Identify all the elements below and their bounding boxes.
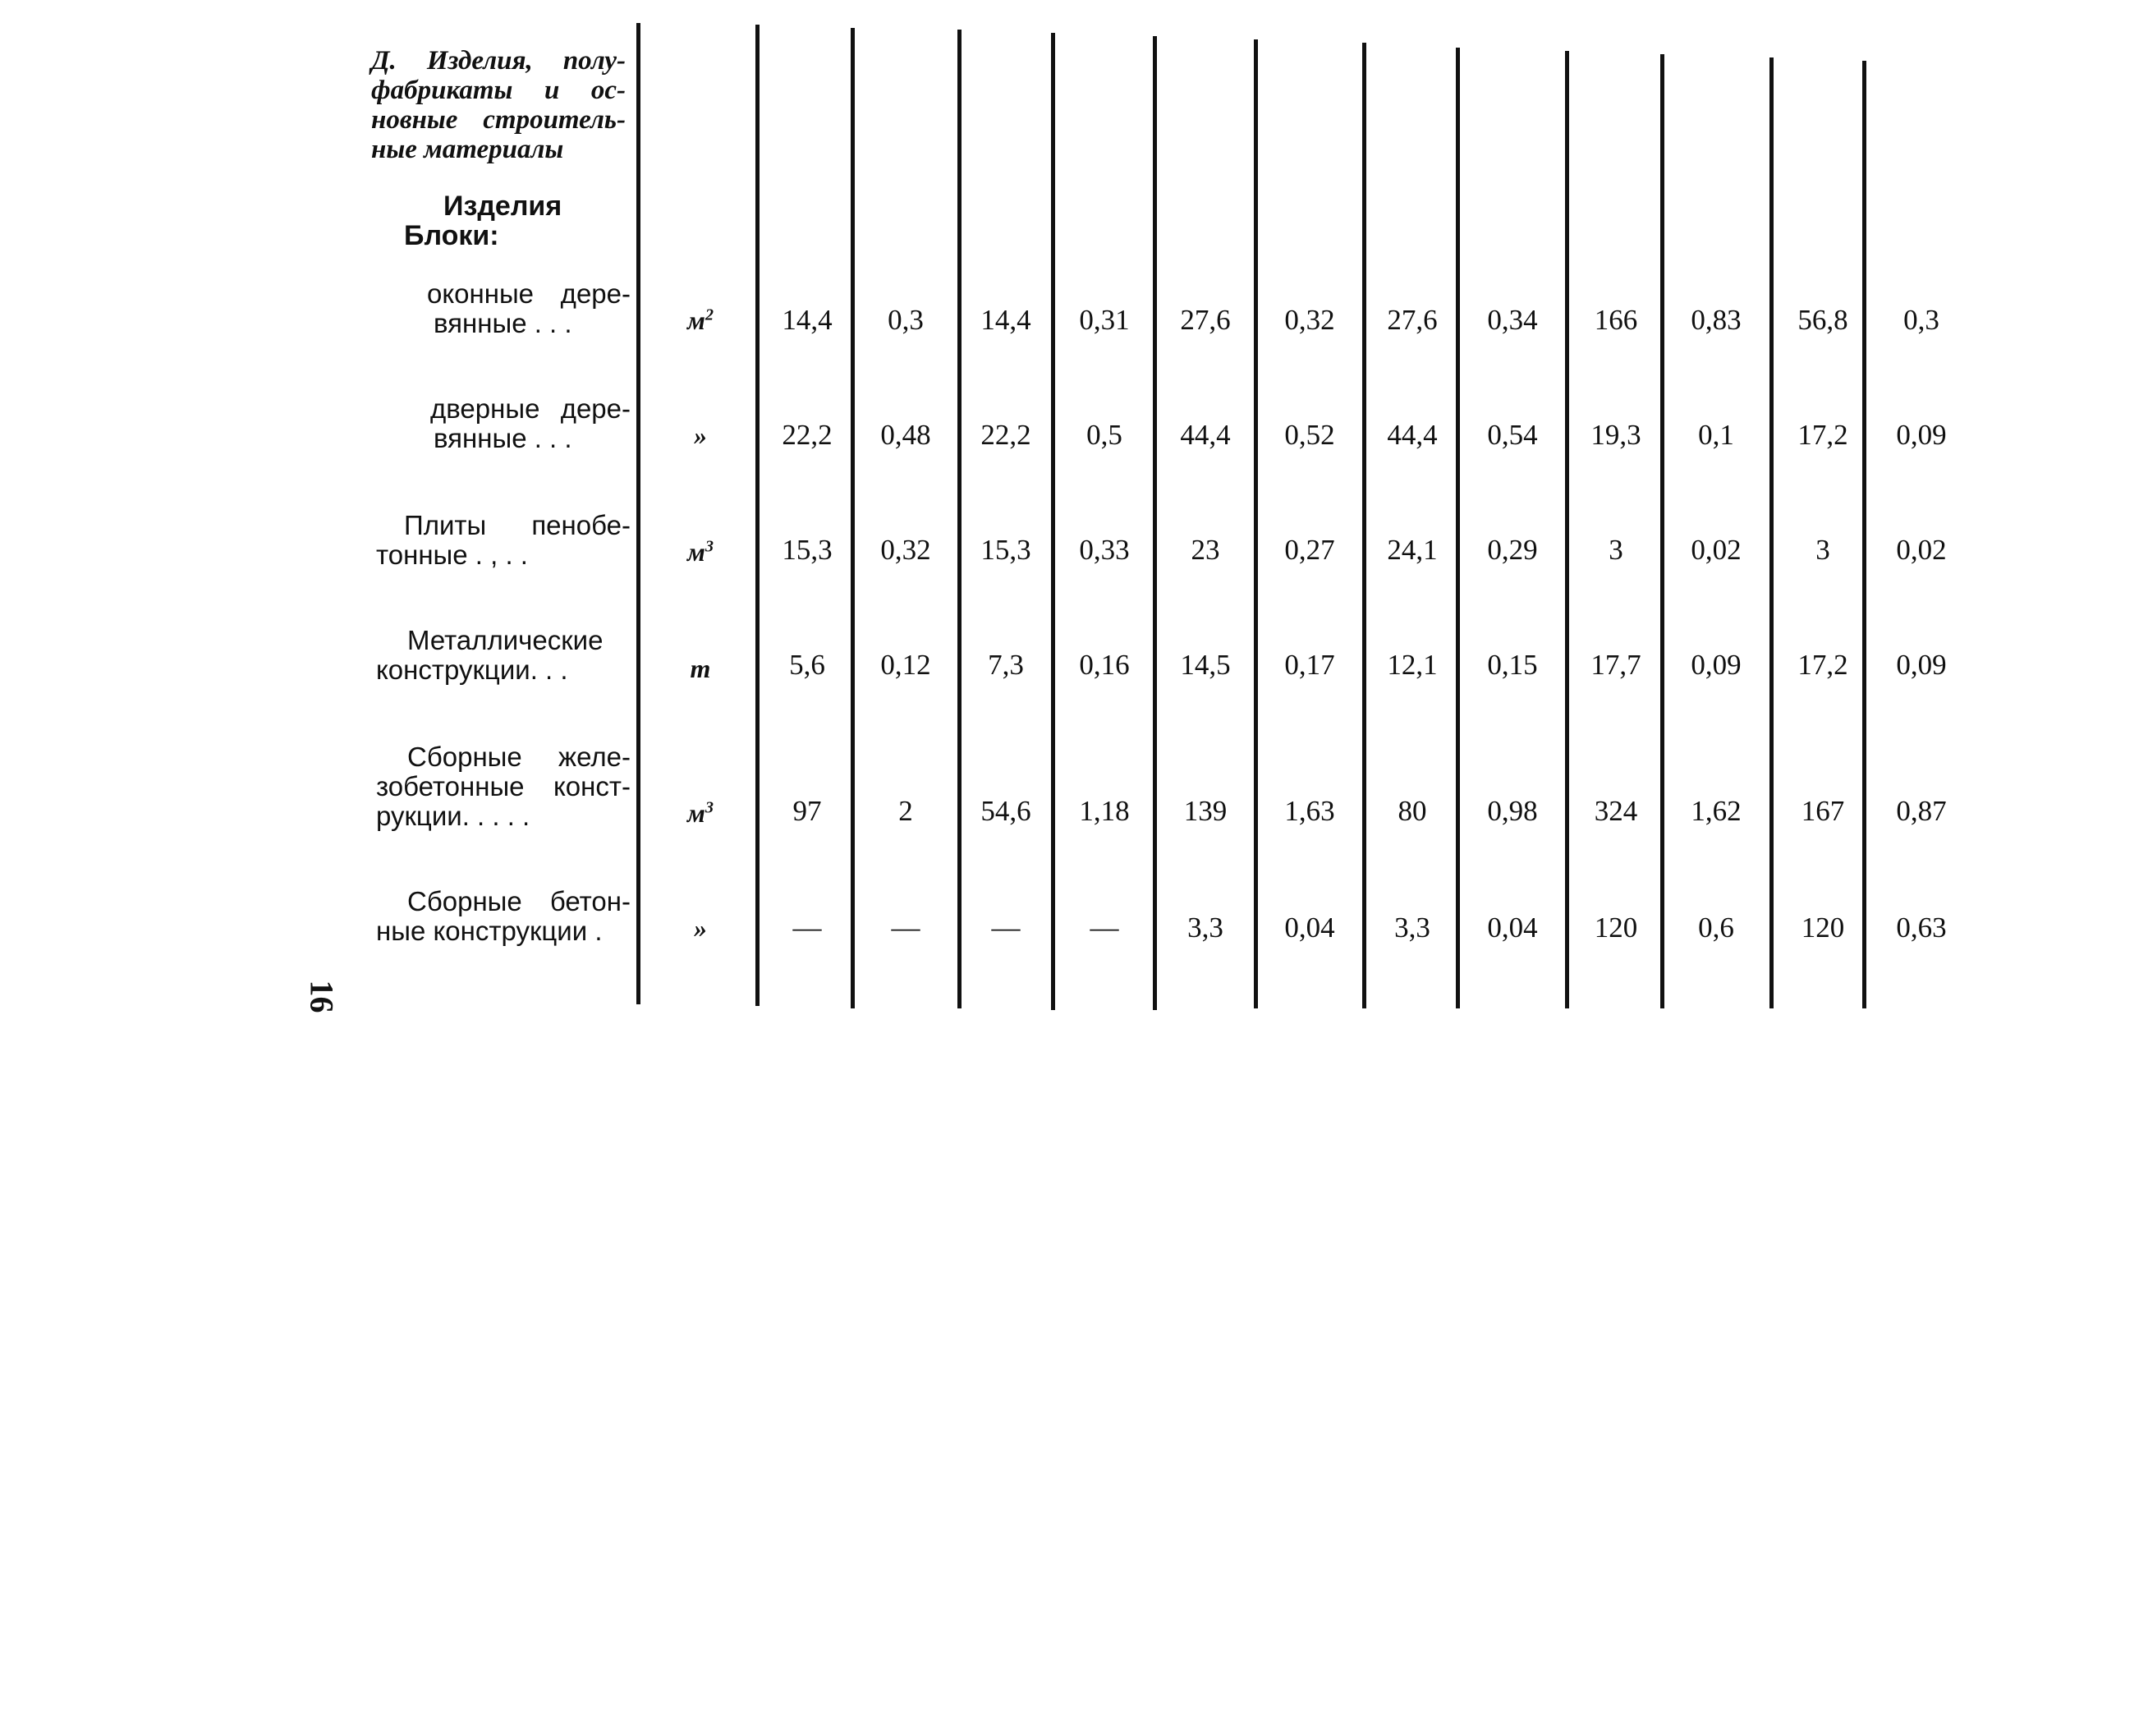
table-cell: 15,3: [980, 534, 1031, 566]
column-rule: [1051, 33, 1055, 1010]
row-label-line: дверные дере-: [430, 393, 631, 424]
table-cell: —: [891, 912, 920, 944]
table-cell: 0,27: [1284, 534, 1335, 566]
table-cell: 324: [1594, 795, 1638, 827]
table-cell: 1,63: [1284, 795, 1335, 827]
table-cell: 56,8: [1797, 304, 1848, 336]
row-label: [369, 394, 631, 453]
unit-superscript: 3: [705, 537, 714, 556]
table-cell: 0,3: [1903, 304, 1939, 336]
unit-text: »: [694, 913, 707, 943]
table-cell: 3: [1815, 534, 1830, 566]
table-cell: 0,31: [1079, 304, 1130, 336]
table-cell: 0,87: [1896, 795, 1947, 827]
table-cell: 23: [1191, 534, 1220, 566]
column-rule: [851, 28, 855, 1008]
table-cell: 7,3: [988, 649, 1024, 681]
table-cell: 0,02: [1896, 534, 1947, 566]
row-label-line: Сборные бетон-: [407, 886, 631, 916]
row-label: [369, 511, 631, 570]
row-label: [369, 626, 631, 685]
column-rule: [1153, 36, 1157, 1010]
table-cell: 12,1: [1387, 649, 1438, 681]
table-cell: 14,4: [782, 304, 833, 336]
row-label-line: Сборные желе-: [407, 742, 631, 772]
table-cell: 0,09: [1896, 649, 1947, 681]
table-cell: 0,1: [1698, 419, 1734, 451]
section-heading-line: Д. Изделия, полу-: [371, 46, 626, 76]
unit-text: »: [694, 420, 707, 450]
column-rule: [1565, 51, 1569, 1008]
subheading-products: Изделия: [443, 191, 562, 222]
unit-cell: [663, 913, 737, 944]
unit-cell: [663, 420, 737, 451]
table-cell: —: [991, 912, 1021, 944]
table-cell: 0,09: [1691, 649, 1742, 681]
table-cell: 120: [1801, 912, 1845, 944]
table-cell: 3,3: [1187, 912, 1223, 944]
unit-cell: [663, 305, 737, 336]
column-rule: [636, 23, 640, 1004]
row-label: [369, 887, 631, 946]
column-rule: [1769, 57, 1774, 1008]
table-cell: 166: [1594, 304, 1638, 336]
table-cell: 27,6: [1180, 304, 1231, 336]
table-cell: 139: [1183, 795, 1228, 827]
row-label-line: Плиты пенобе-: [404, 510, 631, 540]
table-cell: 44,4: [1180, 419, 1231, 451]
unit-text: м: [687, 305, 705, 335]
table-cell: 24,1: [1387, 534, 1438, 566]
table-cell: 19,3: [1590, 419, 1641, 451]
table-cell: 0,54: [1487, 419, 1538, 451]
table-cell: 0,32: [1284, 304, 1335, 336]
table-cell: 0,12: [880, 649, 931, 681]
row-label-line: зобетонные конст-: [376, 771, 631, 801]
column-rule: [1456, 48, 1460, 1008]
table-cell: 22,2: [980, 419, 1031, 451]
unit-superscript: 3: [705, 798, 714, 817]
table-cell: 120: [1594, 912, 1638, 944]
table-cell: 17,2: [1797, 649, 1848, 681]
table-cell: —: [1090, 912, 1119, 944]
section-heading: [371, 46, 626, 164]
table-cell: 0,04: [1487, 912, 1538, 944]
table-cell: 0,83: [1691, 304, 1742, 336]
table-cell: 0,6: [1698, 912, 1734, 944]
table-cell: 0,09: [1896, 419, 1947, 451]
unit-cell: [663, 654, 737, 684]
section-heading-line: ные материалы: [371, 135, 564, 164]
row-label-line: вянные . . .: [434, 423, 572, 453]
table-cell: 0,5: [1086, 419, 1122, 451]
row-label-line: тонные . , . .: [376, 540, 528, 570]
table-cell: 22,2: [782, 419, 833, 451]
table-cell: 5,6: [789, 649, 825, 681]
table-cell: 0,33: [1079, 534, 1130, 566]
table-cell: 0,32: [880, 534, 931, 566]
table-cell: 0,34: [1487, 304, 1538, 336]
row-label-line: Металлические: [407, 625, 604, 655]
row-label-line: оконные дере-: [427, 278, 631, 309]
table-cell: 97: [792, 795, 822, 827]
column-rule: [755, 25, 760, 1006]
table-cell: 44,4: [1387, 419, 1438, 451]
table-cell: 0,98: [1487, 795, 1538, 827]
row-label: [369, 279, 631, 338]
table-cell: —: [792, 912, 822, 944]
table-cell: 0,04: [1284, 912, 1335, 944]
table-cell: 0,16: [1079, 649, 1130, 681]
table-cell: 14,5: [1180, 649, 1231, 681]
table-cell: 14,4: [980, 304, 1031, 336]
column-rule: [957, 30, 962, 1008]
table-cell: 17,7: [1590, 649, 1641, 681]
table-cell: 54,6: [980, 795, 1031, 827]
table-cell: 0,29: [1487, 534, 1538, 566]
section-heading-line: фабрикаты и ос-: [371, 76, 626, 105]
table-cell: 167: [1801, 795, 1845, 827]
unit-text: м: [687, 537, 705, 567]
table-cell: 0,15: [1487, 649, 1538, 681]
table-cell: 0,3: [888, 304, 924, 336]
unit-text: м: [687, 798, 705, 828]
column-rule: [1254, 39, 1258, 1008]
table-cell: 17,2: [1797, 419, 1848, 451]
page-number: 16: [303, 980, 341, 1013]
table-cell: 15,3: [782, 534, 833, 566]
row-label-line: ные конструкции .: [376, 916, 603, 946]
table-cell: 3,3: [1394, 912, 1430, 944]
row-label-line: рукции. . . . .: [376, 801, 530, 831]
unit-text: т: [690, 654, 711, 683]
table-cell: 0,52: [1284, 419, 1335, 451]
table-cell: 0,02: [1691, 534, 1742, 566]
table-cell: 1,18: [1079, 795, 1130, 827]
table-cell: 80: [1398, 795, 1427, 827]
section-heading-line: новные строитель-: [371, 105, 626, 135]
table-cell: 0,17: [1284, 649, 1335, 681]
table-cell: 27,6: [1387, 304, 1438, 336]
unit-superscript: 2: [705, 305, 714, 324]
table-cell: 0,48: [880, 419, 931, 451]
table-cell: 2: [898, 795, 913, 827]
table-cell: 3: [1609, 534, 1623, 566]
table-cell: 1,62: [1691, 795, 1742, 827]
table-cell: 0,63: [1896, 912, 1947, 944]
row-label-line: вянные . . .: [434, 308, 572, 338]
row-label: [369, 742, 631, 831]
row-label-line: конструкции. . .: [376, 654, 568, 685]
subheading-blocks: Блоки:: [404, 220, 499, 251]
column-rule: [1660, 54, 1664, 1008]
unit-cell: [663, 798, 737, 829]
unit-cell: [663, 537, 737, 567]
column-rule: [1362, 43, 1366, 1008]
